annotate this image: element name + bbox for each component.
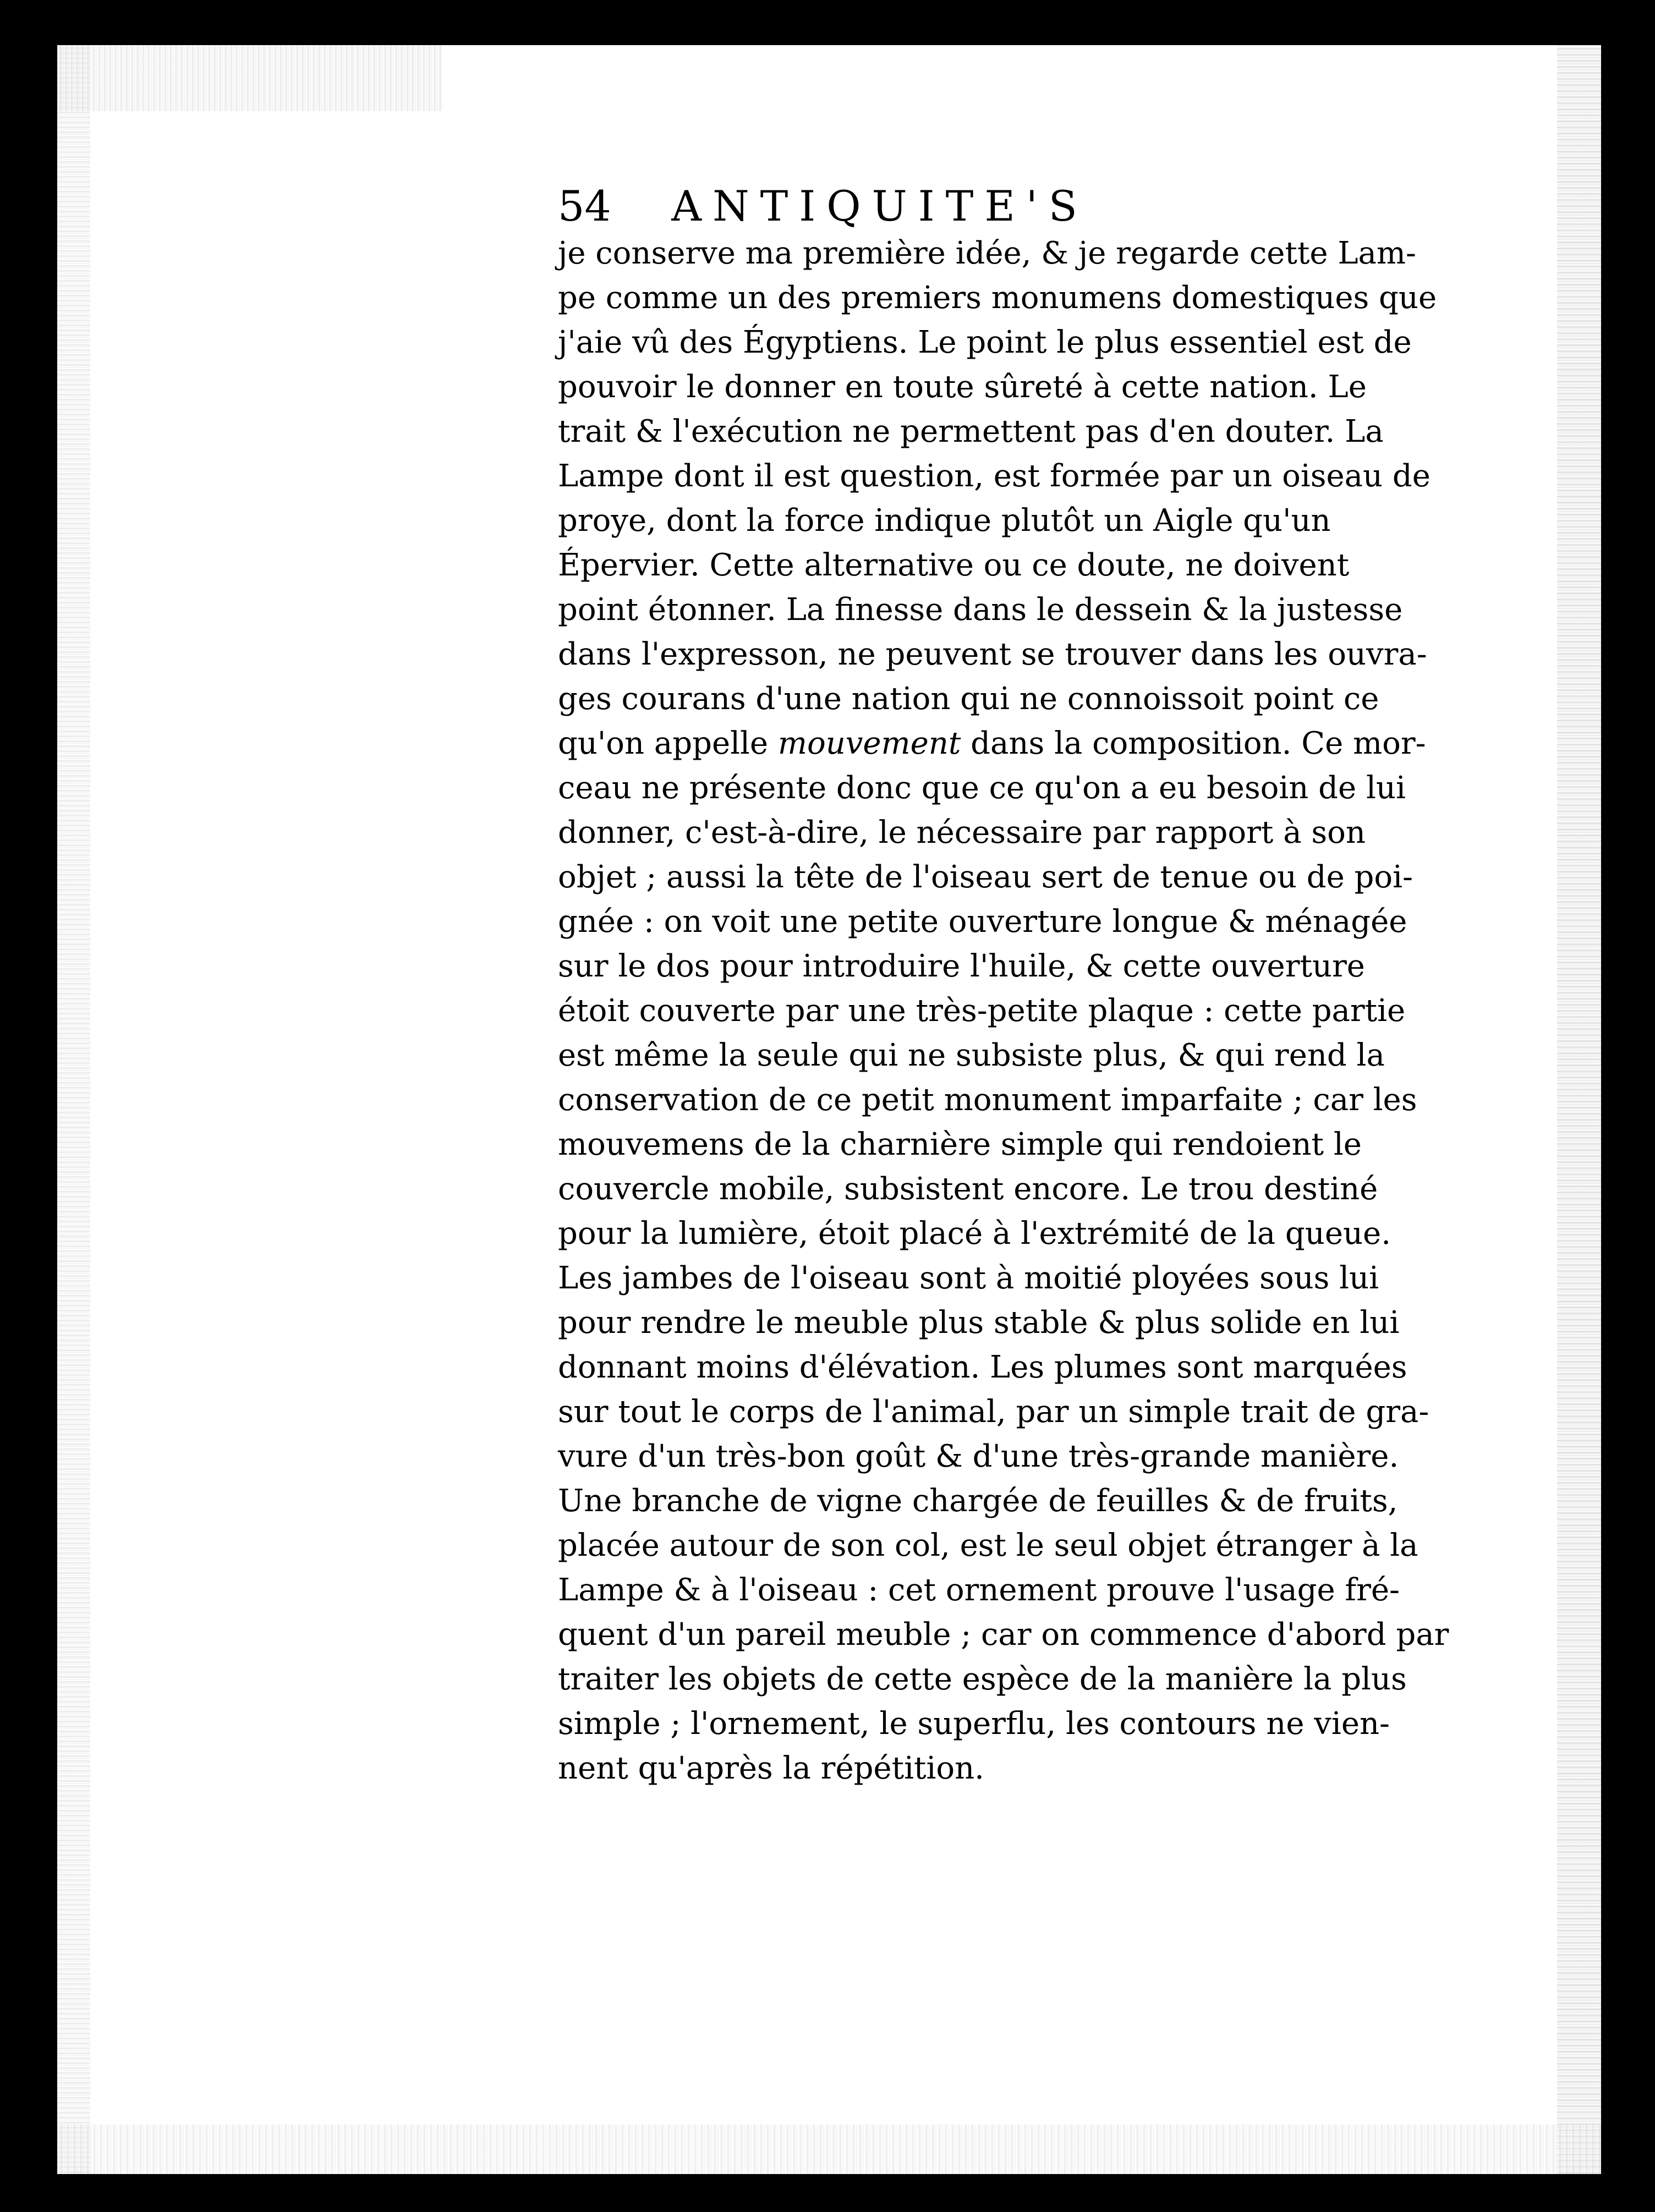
text-line: mouvemens de la charnière simple qui rendoient le bbox=[558, 1127, 1362, 1162]
text-line: nent qu'après la répétition. bbox=[558, 1750, 984, 1786]
text-segment: dans la composition. Ce mor- bbox=[961, 726, 1426, 761]
text-line: pour rendre le meuble plus stable & plus solide en lui bbox=[558, 1305, 1400, 1341]
text-line: objet ; aussi la tête de l'oiseau sert de tenue ou de poi- bbox=[558, 859, 1413, 895]
italic-word: mouvement bbox=[777, 726, 961, 761]
text-line: est même la seule qui ne subsiste plus, & qui rend la bbox=[558, 1038, 1385, 1073]
text-line: ges courans d'une nation qui ne connoissoit point ce bbox=[558, 681, 1379, 717]
text-line: ceau ne présente donc que ce qu'on a eu besoin de lui bbox=[558, 770, 1406, 806]
running-title: ANTIQUITE'S bbox=[671, 182, 1088, 230]
text-line: conservation de ce petit monument imparfaite ; car les bbox=[558, 1082, 1417, 1118]
text-line: point étonner. La finesse dans le dessein & la justesse bbox=[558, 592, 1403, 628]
text-line: Une branche de vigne chargée de feuilles & de fruits, bbox=[558, 1483, 1398, 1519]
text-line: sur le dos pour introduire l'huile, & cette ouverture bbox=[558, 948, 1365, 984]
text-line: placée autour de son col, est le seul objet étranger à la bbox=[558, 1528, 1418, 1563]
text-line: quent d'un pareil meuble ; car on commence d'abord par bbox=[558, 1617, 1449, 1653]
text-line: étoit couverte par une très-petite plaque : cette partie bbox=[558, 993, 1406, 1029]
page-number: 54 bbox=[558, 182, 611, 230]
text-line: gnée : on voit une petite ouverture longue & ménagée bbox=[558, 904, 1407, 940]
text-segment: qu'on appelle bbox=[558, 726, 778, 761]
running-head bbox=[558, 176, 1202, 237]
scan-edge-bottom bbox=[57, 2125, 1601, 2174]
text-line: sur tout le corps de l'animal, par un simple trait de gra- bbox=[558, 1394, 1429, 1430]
scan-edge-top bbox=[57, 45, 442, 111]
text-line: traiter les objets de cette espèce de la manière la plus bbox=[558, 1661, 1407, 1697]
text-line: vure d'un très-bon goût & d'une très-grande manière. bbox=[558, 1439, 1399, 1474]
text-line: trait & l'exécution ne permettent pas d'en douter. La bbox=[558, 414, 1384, 449]
scan-edge-left bbox=[57, 45, 90, 2174]
text-line: proye, dont la force indique plutôt un Aigle qu'un bbox=[558, 503, 1331, 539]
body-text bbox=[558, 231, 1449, 1791]
text-line: pe comme un des premiers monumens domestiques que bbox=[558, 280, 1437, 316]
text-line bbox=[558, 721, 1426, 766]
text-line: Lampe & à l'oiseau : cet ornement prouve l'usage fré- bbox=[558, 1572, 1400, 1608]
text-line: Lampe dont il est question, est formée par un oiseau de bbox=[558, 458, 1431, 494]
text-line: pouvoir le donner en toute sûreté à cette nation. Le bbox=[558, 369, 1367, 405]
text-line: Les jambes de l'oiseau sont à moitié ployées sous lui bbox=[558, 1260, 1379, 1296]
text-line: Épervier. Cette alternative ou ce doute, ne doivent bbox=[558, 547, 1350, 583]
text-line: couvercle mobile, subsistent encore. Le trou destiné bbox=[558, 1171, 1378, 1207]
text-line: j'aie vû des Égyptiens. Le point le plus essentiel est de bbox=[558, 325, 1412, 360]
text-line: donner, c'est-à-dire, le nécessaire par rapport à son bbox=[558, 815, 1366, 850]
text-line: donnant moins d'élévation. Les plumes sont marquées bbox=[558, 1349, 1407, 1385]
text-line: je conserve ma première idée, & je regarde cette Lam- bbox=[558, 235, 1416, 271]
scan-edge-right bbox=[1557, 45, 1601, 2174]
text-line: dans l'expresson, ne peuvent se trouver dans les ouvra- bbox=[558, 636, 1427, 672]
text-line: simple ; l'ornement, le superflu, les contours ne vien- bbox=[558, 1706, 1390, 1742]
text-line: pour la lumière, étoit placé à l'extrémité de la queue. bbox=[558, 1216, 1391, 1252]
